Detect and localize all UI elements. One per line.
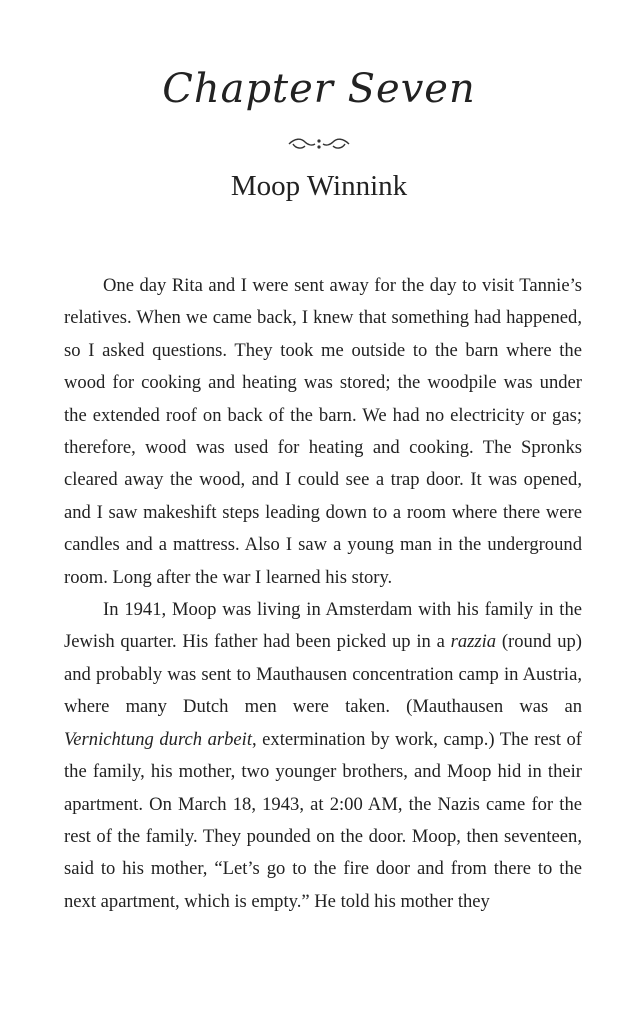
body-text xyxy=(64,270,582,918)
paragraph xyxy=(64,594,582,918)
italic-phrase: Vernichtung durch arbeit xyxy=(64,728,252,750)
paragraph xyxy=(64,270,582,594)
text-run: (round up) and probably was sent to Mauthausen concentration camp in Austria, where many Dutch men were taken. (Mauthausen was an xyxy=(64,631,582,718)
flourish-ornament-icon xyxy=(0,136,638,157)
text-run: , extermination by work, camp.) The rest of the family, his mother, two younger brothers, and Moop hid in their apartment. On March 18, 1943, at 2:00 AM, the Nazis came for the rest of the family. They pounded on the door. Moop, then seventeen, said to his mother, “Let’s go to the fire door and from there to the next apartment, which is empty.” He told his mother they xyxy=(64,728,582,912)
chapter-title: Chapter Seven xyxy=(162,66,476,112)
text-run: One day Rita and I were sent away for the day to visit Tannie’s relatives. When we came back, I knew that something had happened, so I asked questions. They took me outside to the barn where the wood for cooking and heating was stored; the woodpile was under the extended roof on back of the barn. We had no electricity or gas; therefore, wood was used for heating and cooking. The Spronks cleared away the wood, and I could see a trap door. It was opened, and I saw makeshift steps leading down to a room where there were candles and a mattress. Also I saw a young man in the underground room. Long after the war I learned his story. xyxy=(64,275,582,588)
section-title: Moop Winnink xyxy=(230,170,408,202)
italic-phrase: razzia xyxy=(450,631,497,653)
text-run: In 1941, Moop was living in Amsterdam with his family in the Jewish quarter. His father had been picked up in a xyxy=(64,599,582,653)
